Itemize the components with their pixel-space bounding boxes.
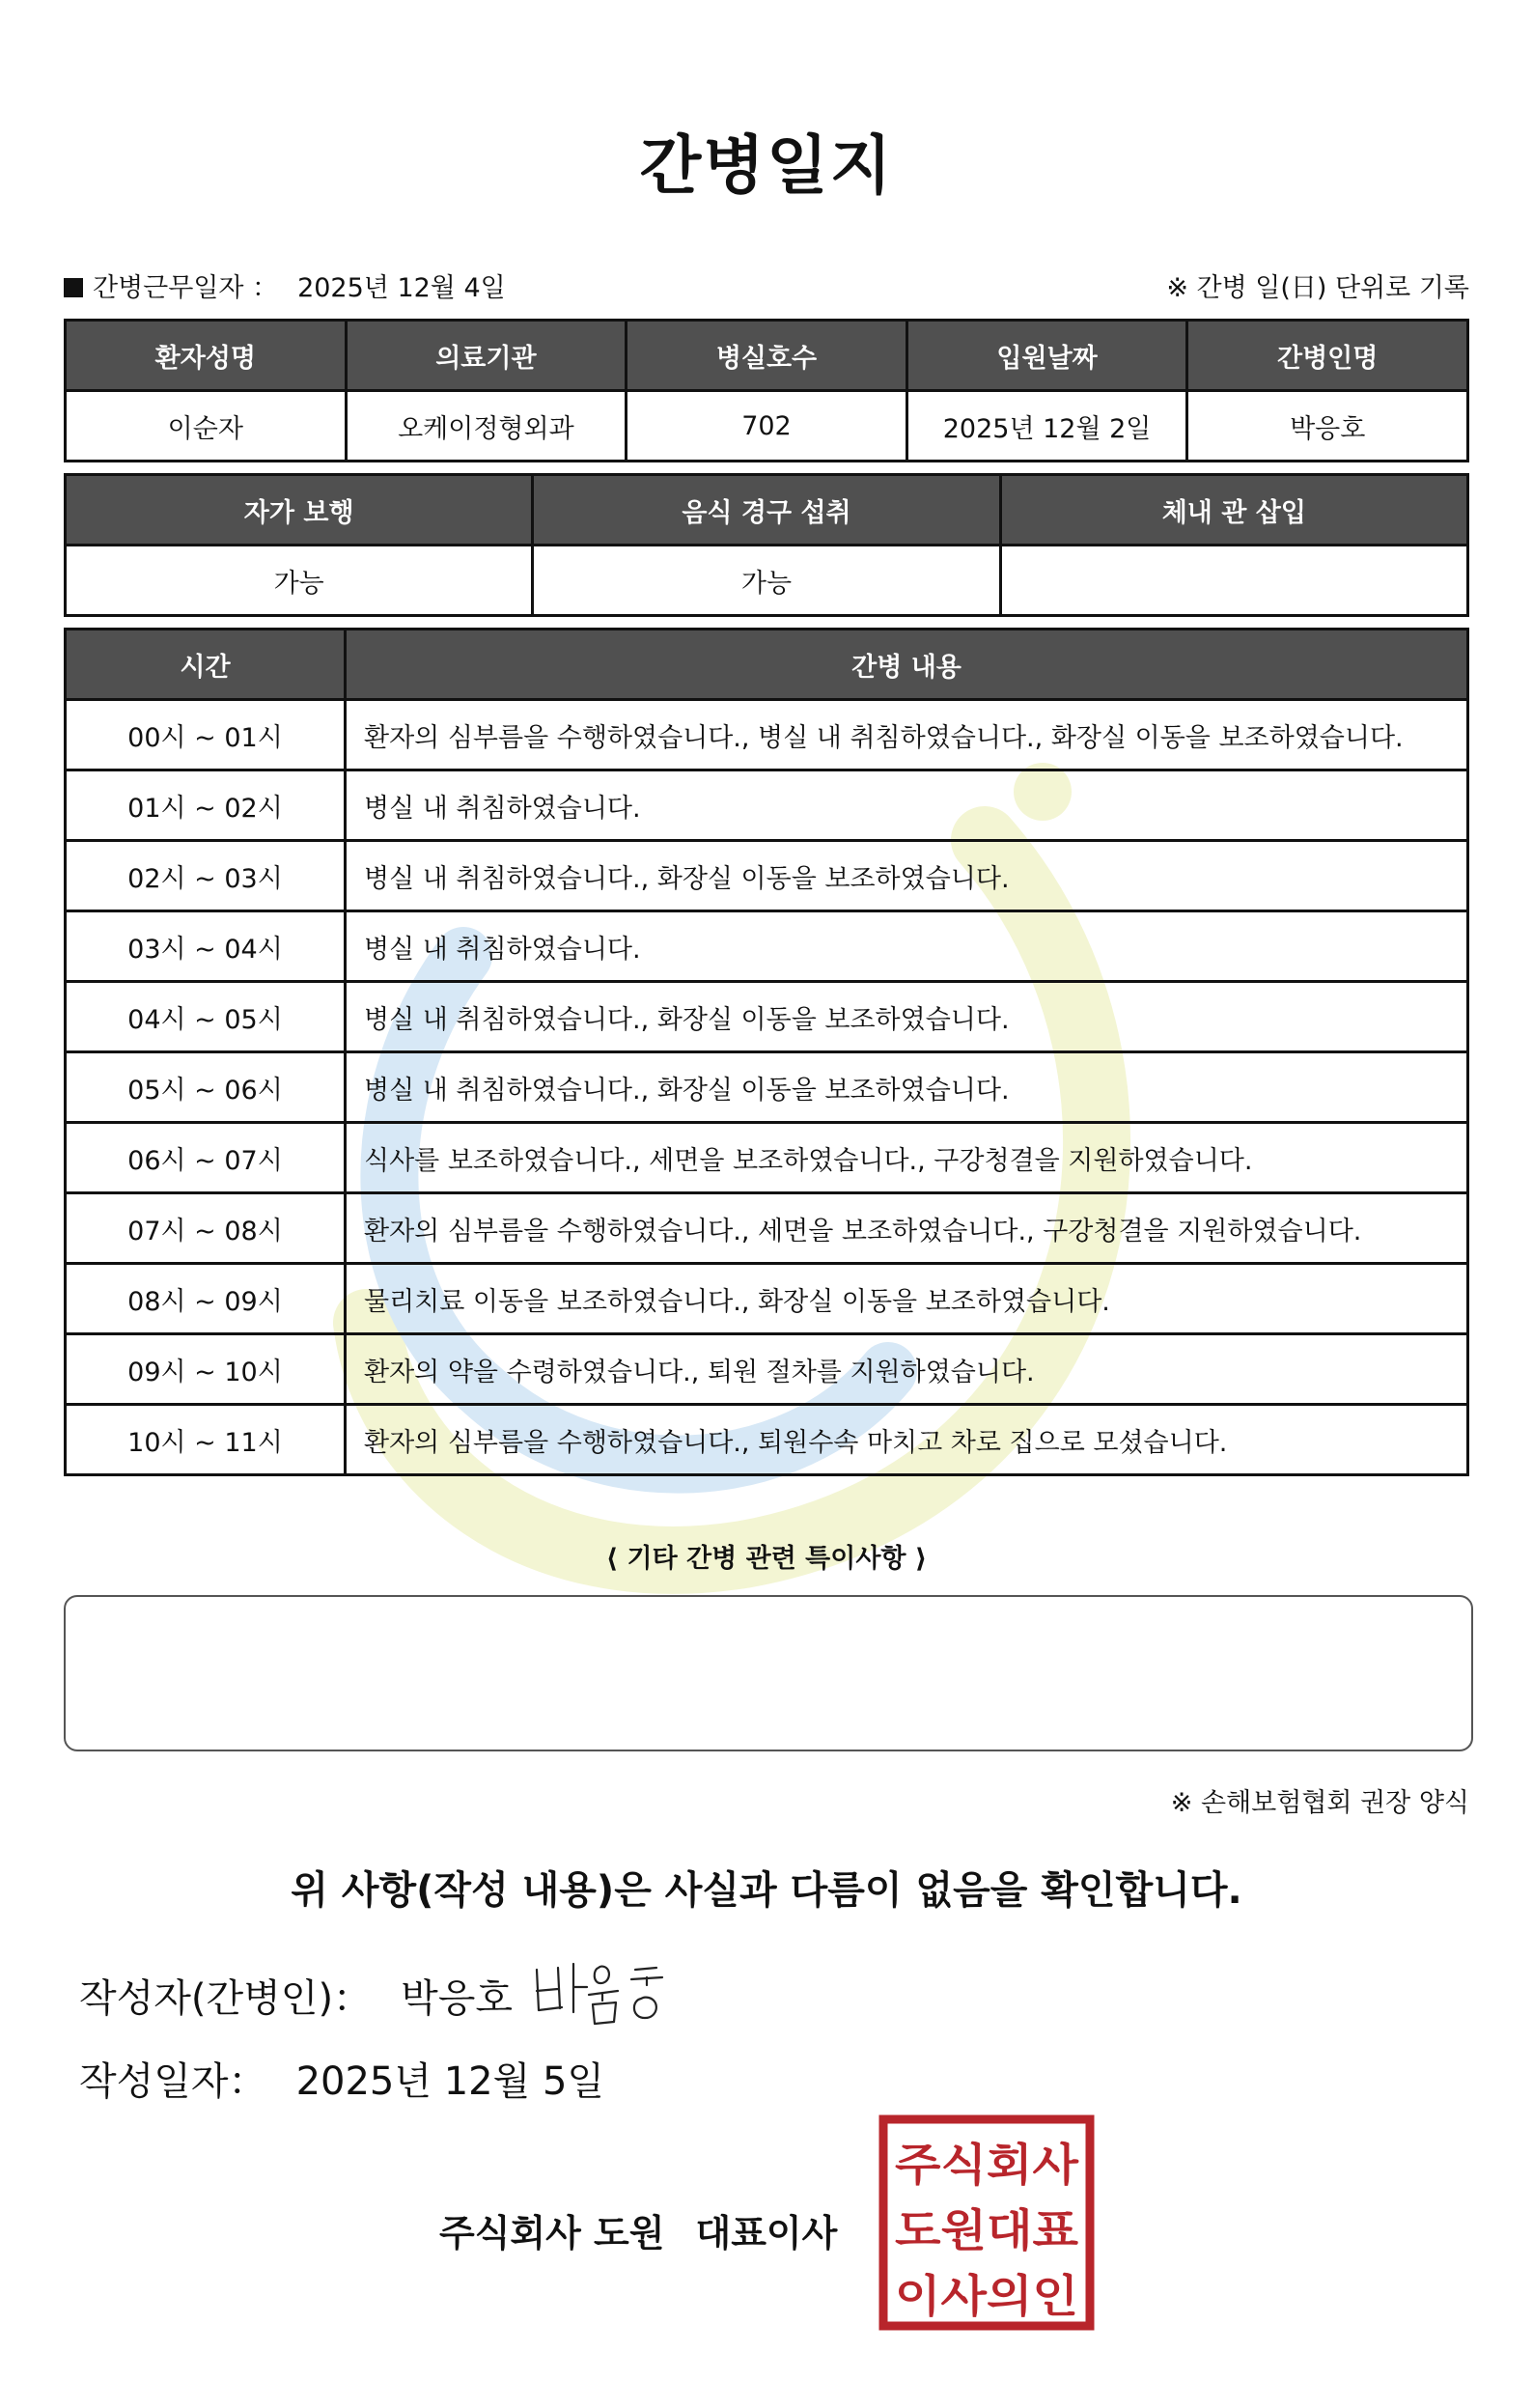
header-caregiver-name: 간병인명 (1187, 321, 1468, 391)
care-log-table (64, 628, 1469, 1476)
written-date-value: 2025년 12월 5일 (295, 2059, 605, 2104)
written-date-line (79, 2051, 604, 2106)
time-cell: 03시 ~ 04시 (66, 911, 346, 982)
time-cell: 09시 ~ 10시 (66, 1334, 346, 1405)
content-cell: 병실 내 취침하였습니다., 화장실 이동을 보조하였습니다. (346, 1052, 1468, 1123)
handwritten-signature (529, 1954, 699, 2030)
form-note: ※ 손해보험협회 권장 양식 (1170, 1788, 1469, 1818)
header-patient-name: 환자성명 (66, 321, 347, 391)
work-date-label: 간병근무일자 ： (93, 273, 279, 303)
time-cell: 04시 ~ 05시 (66, 982, 346, 1052)
special-notes-title: ⟨ 기타 간병 관련 특이사항 ⟩ (605, 1544, 928, 1574)
patient-info-table (64, 319, 1469, 462)
header-tube-insertion: 체내 관 삽입 (1000, 475, 1467, 546)
header-care-content: 간병 내용 (346, 630, 1468, 700)
written-date-label: 작성일자： (79, 2059, 267, 2104)
header-time: 시간 (66, 630, 346, 700)
header-oral-intake: 음식 경구 섭취 (533, 475, 1000, 546)
time-cell: 00시 ~ 01시 (66, 700, 346, 770)
hospital-name: 오케이정형외과 (346, 391, 627, 462)
company-seal-stamp (878, 2114, 1095, 2331)
self-walking-value: 가능 (66, 546, 533, 616)
special-notes-box (64, 1595, 1473, 1751)
table-row (66, 841, 1468, 911)
content-cell: 식사를 보조하였습니다., 세면을 보조하였습니다., 구강청결을 지원하였습니다. (346, 1123, 1468, 1193)
tube-insertion-value (1000, 546, 1467, 616)
table-row (66, 911, 1468, 982)
time-cell: 05시 ~ 06시 (66, 1052, 346, 1123)
content-cell: 병실 내 취침하였습니다., 화장실 이동을 보조하였습니다. (346, 841, 1468, 911)
patient-name: 이순자 (66, 391, 347, 462)
oral-intake-value: 가능 (533, 546, 1000, 616)
table-row (66, 1334, 1468, 1405)
time-cell: 02시 ~ 03시 (66, 841, 346, 911)
time-cell: 06시 ~ 07시 (66, 1123, 346, 1193)
content-cell: 환자의 심부름을 수행하였습니다., 병실 내 취침하였습니다., 화장실 이동을 보조하였습니다. (346, 700, 1468, 770)
patient-info-header-row (66, 321, 1468, 391)
seal-line: 주식회사 (895, 2139, 1079, 2191)
table-row (66, 1052, 1468, 1123)
page-title: 간병일지 (639, 128, 894, 203)
table-row (66, 982, 1468, 1052)
writer-label: 작성자(간병인)： (79, 1976, 373, 2021)
time-cell: 08시 ~ 09시 (66, 1264, 346, 1334)
table-row (66, 1193, 1468, 1264)
patient-status-value-row (66, 546, 1468, 616)
patient-info-value-row (66, 391, 1468, 462)
table-row (66, 1405, 1468, 1475)
time-cell: 07시 ~ 08시 (66, 1193, 346, 1264)
content-cell: 병실 내 취침하였습니다., 화장실 이동을 보조하였습니다. (346, 982, 1468, 1052)
time-cell: 01시 ~ 02시 (66, 770, 346, 841)
table-row (66, 1123, 1468, 1193)
time-cell: 10시 ~ 11시 (66, 1405, 346, 1475)
caregiver-name: 박응호 (1187, 391, 1468, 462)
work-date-line (64, 266, 506, 304)
company-name: 주식회사 도원 (439, 2212, 665, 2254)
header-hospital: 의료기관 (346, 321, 627, 391)
content-cell: 병실 내 취침하였습니다. (346, 911, 1468, 982)
content-cell: 환자의 심부름을 수행하였습니다., 퇴원수속 마치고 차로 집으로 모셨습니다. (346, 1405, 1468, 1475)
content-cell: 환자의 심부름을 수행하였습니다., 세면을 보조하였습니다., 구강청결을 지원하였습니다. (346, 1193, 1468, 1264)
table-row (66, 700, 1468, 770)
header-room-number: 병실호수 (627, 321, 907, 391)
header-admission-date: 입원날짜 (906, 321, 1187, 391)
content-cell: 환자의 약을 수령하였습니다., 퇴원 절차를 지원하였습니다. (346, 1334, 1468, 1405)
writer-line (79, 1968, 513, 2023)
seal-line: 이사의인 (895, 2270, 1078, 2322)
care-log-header-row (66, 630, 1468, 700)
work-date-value: 2025년 12월 4일 (297, 273, 506, 303)
confirmation-statement: 위 사항(작성 내용)은 사실과 다름이 없음을 확인합니다. (291, 1868, 1242, 1913)
patient-status-table (64, 473, 1469, 617)
admission-date: 2025년 12월 2일 (906, 391, 1187, 462)
patient-status-header-row (66, 475, 1468, 546)
content-cell: 물리치료 이동을 보조하였습니다., 화장실 이동을 보조하였습니다. (346, 1264, 1468, 1334)
writer-name: 박응호 (401, 1976, 513, 2021)
company-line (439, 2203, 837, 2256)
content-cell: 병실 내 취침하였습니다. (346, 770, 1468, 841)
company-ceo-title: 대표이사 (695, 2212, 838, 2254)
unit-note: ※ 간병 일(日) 단위로 기록 (1166, 273, 1469, 303)
seal-line: 도원대표 (895, 2204, 1079, 2256)
header-self-walking: 자가 보행 (66, 475, 533, 546)
table-row (66, 1264, 1468, 1334)
table-row (66, 770, 1468, 841)
square-bullet-icon (64, 278, 83, 297)
room-number: 702 (627, 391, 907, 462)
